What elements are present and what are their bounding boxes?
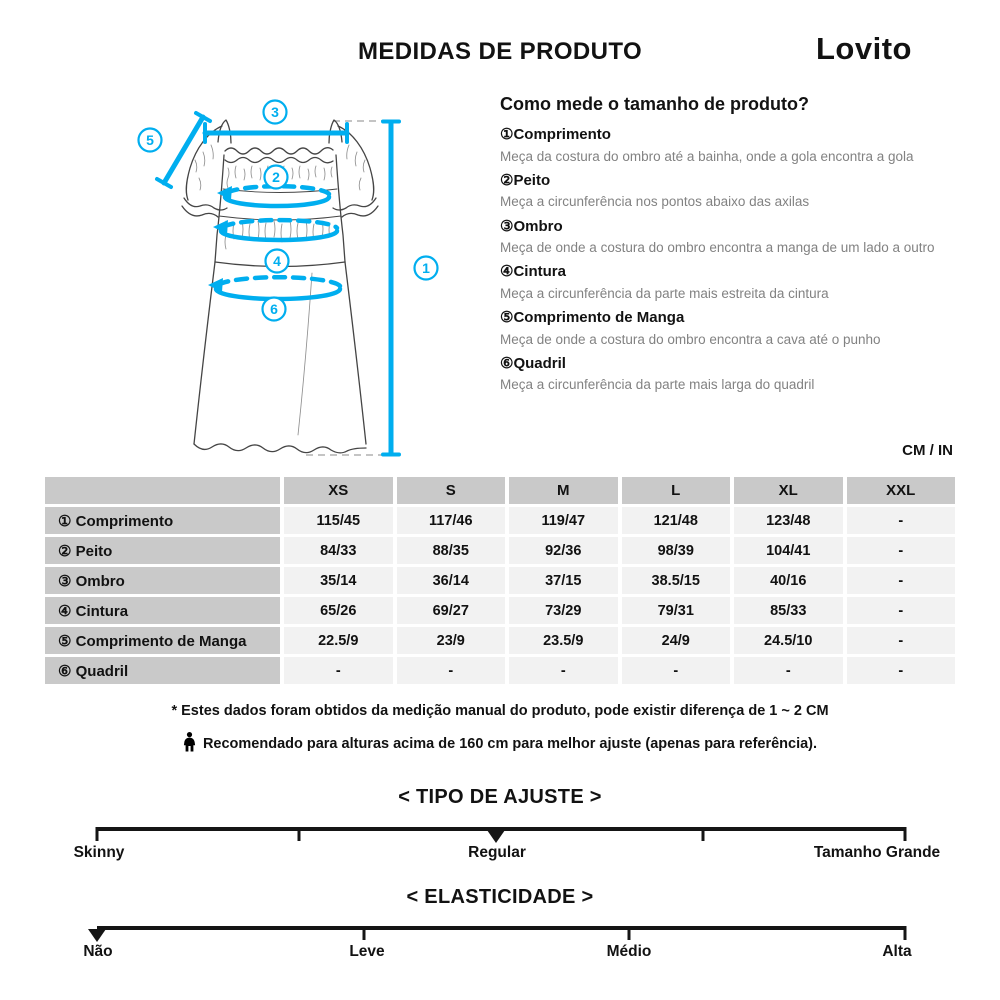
guide-item (500, 307, 966, 350)
guide-item-desc: Meça a circunferência nos pontos abaixo das axilas (500, 194, 810, 210)
size-value: - (847, 507, 956, 534)
guide-item (500, 216, 966, 259)
fit-scale-tick (702, 827, 705, 841)
column-header: XXL (847, 477, 956, 504)
svg-text:1: 1 (422, 260, 430, 276)
callout-2 (265, 166, 288, 189)
size-value: 121/48 (622, 507, 731, 534)
fit-scale-tick (298, 827, 301, 841)
guide-title: Como mede o tamanho de produto? (500, 94, 809, 114)
table-row (45, 597, 955, 624)
size-value: - (734, 657, 843, 684)
size-value: 36/14 (397, 567, 506, 594)
chest-measure-ellipse (225, 197, 329, 206)
svg-text:3: 3 (271, 104, 279, 120)
size-value: 73/29 (509, 597, 618, 624)
table-row (45, 627, 955, 654)
size-value: 65/26 (284, 597, 393, 624)
corner-cell (45, 477, 280, 504)
size-table-body (45, 507, 955, 684)
callout-3 (264, 101, 287, 124)
size-value: 98/39 (622, 537, 731, 564)
size-value: - (847, 627, 956, 654)
row-label: ④ Cintura (45, 597, 280, 624)
size-value: 85/33 (734, 597, 843, 624)
guide-item-desc: Meça da costura do ombro até a bainha, onde a gola encontra a gola (500, 148, 914, 164)
elasticity-scale-marker (88, 929, 106, 942)
callout-4 (266, 250, 289, 273)
size-value: - (622, 657, 731, 684)
fit-scale-tick (96, 827, 99, 841)
fit-label-tamanho-grande: Tamanho Grande (813, 844, 941, 861)
size-value: 69/27 (397, 597, 506, 624)
column-header: XL (734, 477, 843, 504)
callout-6 (263, 298, 286, 321)
guide-item-desc: Meça de onde a costura do ombro encontra a manga de um lado a outro (500, 240, 935, 255)
note-height (0, 732, 1000, 752)
size-value: - (847, 537, 956, 564)
guide-item-heading: ③Ombro (500, 217, 563, 235)
guide-item-desc: Meça de onde a costura do ombro encontra a cava até o punho (500, 331, 881, 347)
guide-item (500, 261, 966, 304)
size-value: 92/36 (509, 537, 618, 564)
table-row (45, 657, 955, 684)
size-value: 79/31 (622, 597, 731, 624)
fit-scale-marker (487, 830, 505, 843)
elasticity-scale-title: < ELASTICIDADE > (406, 886, 594, 908)
column-header: S (397, 477, 506, 504)
size-value: 35/14 (284, 567, 393, 594)
guide-item-heading: ①Comprimento (500, 126, 611, 143)
row-label: ⑥ Quadril (45, 657, 280, 684)
note-measurement: * Estes dados foram obtidos da medição manual do produto, pode existir diferença de 1 ~ 2 CM (171, 703, 829, 719)
page-title: MEDIDAS DE PRODUTO (357, 38, 643, 65)
size-value: 37/15 (509, 567, 618, 594)
elasticity-label-medio: Médio (606, 943, 652, 960)
table-row (45, 537, 955, 564)
size-value: - (509, 657, 618, 684)
elasticity-label-leve: Leve (349, 943, 385, 960)
table-row (45, 507, 955, 534)
elasticity-label-nao: Não (83, 943, 113, 960)
guide-item-desc: Meça a circunferência da parte mais estreita da cintura (500, 285, 829, 301)
elasticity-label-alta: Alta (882, 943, 912, 960)
size-value: 22.5/9 (284, 627, 393, 654)
units-label: CM / IN (902, 442, 953, 459)
row-label: ① Comprimento (45, 507, 280, 534)
elasticity-scale-tick (628, 926, 631, 940)
svg-text:4: 4 (273, 253, 281, 269)
svg-text:5: 5 (146, 132, 154, 148)
guide-item-heading: ④Cintura (500, 263, 566, 281)
measuring-guide (500, 94, 966, 399)
svg-text:6: 6 (270, 301, 278, 317)
column-header: M (509, 477, 618, 504)
size-value: 23.5/9 (509, 627, 618, 654)
dress-diagram (100, 90, 460, 470)
row-label: ⑤ Comprimento de Manga (45, 627, 280, 654)
guide-items (500, 124, 966, 396)
guide-item (500, 170, 966, 213)
size-value: 117/46 (397, 507, 506, 534)
size-value: 24/9 (622, 627, 731, 654)
guide-item (500, 124, 966, 167)
row-label: ② Peito (45, 537, 280, 564)
size-value: 23/9 (397, 627, 506, 654)
size-value: 38.5/15 (622, 567, 731, 594)
elasticity-scale-tick (363, 926, 366, 940)
size-table (45, 477, 955, 687)
size-value: - (847, 567, 956, 594)
elasticity-scale-tick (904, 926, 907, 940)
size-value: 84/33 (284, 537, 393, 564)
fit-label-skinny: Skinny (73, 844, 125, 861)
guide-item-desc: Meça a circunferência da parte mais larga do quadril (500, 377, 815, 393)
size-value: 40/16 (734, 567, 843, 594)
note-height-text: Recomendado para alturas acima de 160 cm para melhor ajuste (apenas para referência). (202, 736, 818, 752)
fit-scale-tick (904, 827, 907, 841)
row-label: ③ Ombro (45, 567, 280, 594)
person-icon (183, 732, 196, 752)
brand-logo: Lovito (816, 31, 912, 66)
guide-item (500, 353, 966, 396)
callout-5 (139, 129, 162, 152)
svg-text:2: 2 (272, 169, 280, 185)
size-value: - (847, 597, 956, 624)
size-value: 88/35 (397, 537, 506, 564)
size-value: - (847, 657, 956, 684)
guide-item-heading: ②Peito (500, 171, 551, 189)
size-value: 115/45 (284, 507, 393, 534)
fit-scale-line (97, 827, 905, 831)
column-header: XS (284, 477, 393, 504)
size-value: 123/48 (734, 507, 843, 534)
callout-1 (415, 257, 438, 280)
table-row (45, 567, 955, 594)
size-value: 119/47 (509, 507, 618, 534)
measure-marks (157, 113, 399, 455)
fit-label-regular: Regular (468, 844, 526, 861)
guide-item-heading: ⑤Comprimento de Manga (500, 309, 685, 326)
elasticity-scale-line (97, 926, 905, 930)
table-header-row (45, 477, 955, 504)
size-value: 104/41 (734, 537, 843, 564)
guide-item-heading: ⑥Quadril (500, 354, 566, 372)
column-header: L (622, 477, 731, 504)
size-value: 24.5/10 (734, 627, 843, 654)
size-value: - (397, 657, 506, 684)
size-value: - (284, 657, 393, 684)
waist-measure-ellipse (221, 231, 337, 240)
fit-scale-title: < TIPO DE AJUSTE > (398, 786, 602, 808)
